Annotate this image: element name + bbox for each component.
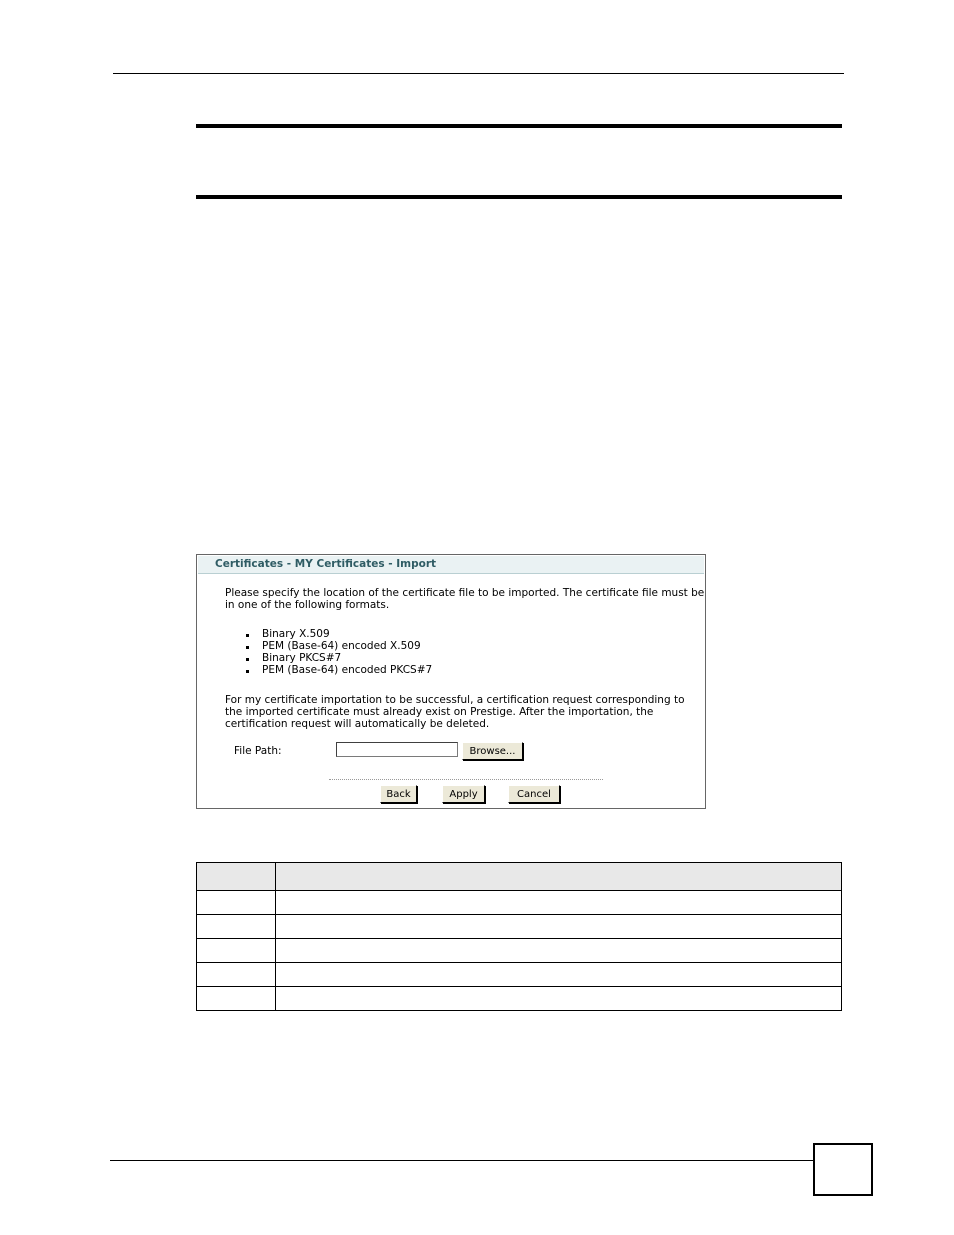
note-text: For my certificate importation to be successful, a certification request corresponding to the imported certificate must already exist on Prestige. After the importation, the certification request will automatically be deleted. bbox=[225, 694, 685, 730]
footer-rule bbox=[110, 1160, 814, 1161]
file-path-label: File Path: bbox=[234, 745, 282, 757]
list-item: PEM (Base-64) encoded X.509 bbox=[241, 640, 432, 652]
apply-button[interactable]: Apply bbox=[442, 785, 485, 803]
panel-header bbox=[198, 556, 704, 574]
intro-text: Please specify the location of the certificate file to be imported. The certificate file must be in one of the following formats. bbox=[225, 587, 705, 611]
panel-title: Certificates - MY Certificates - Import bbox=[215, 558, 437, 570]
bullet-icon bbox=[246, 646, 249, 649]
table-row bbox=[197, 987, 842, 1011]
cancel-button[interactable]: Cancel bbox=[508, 785, 560, 803]
file-path-input[interactable] bbox=[336, 742, 458, 757]
list-item: Binary X.509 bbox=[241, 628, 432, 640]
page-number-box bbox=[813, 1143, 873, 1196]
import-certificate-panel bbox=[196, 554, 706, 809]
table-row bbox=[197, 915, 842, 939]
note-rule-bottom bbox=[196, 195, 842, 199]
bullet-icon bbox=[246, 658, 249, 661]
bullet-icon bbox=[246, 634, 249, 637]
note-rule-top bbox=[196, 124, 842, 128]
table-row bbox=[197, 963, 842, 987]
format-list bbox=[241, 628, 432, 676]
browse-button[interactable]: Browse... bbox=[462, 742, 523, 760]
table-row bbox=[197, 939, 842, 963]
divider bbox=[329, 779, 603, 780]
table-row bbox=[197, 891, 842, 915]
list-item: Binary PKCS#7 bbox=[241, 652, 432, 664]
field-description-table bbox=[196, 862, 842, 1011]
header-rule bbox=[113, 73, 844, 74]
back-button[interactable]: Back bbox=[380, 785, 417, 803]
table-header-row bbox=[197, 863, 842, 891]
list-item: PEM (Base-64) encoded PKCS#7 bbox=[241, 664, 432, 676]
bullet-icon bbox=[246, 670, 249, 673]
